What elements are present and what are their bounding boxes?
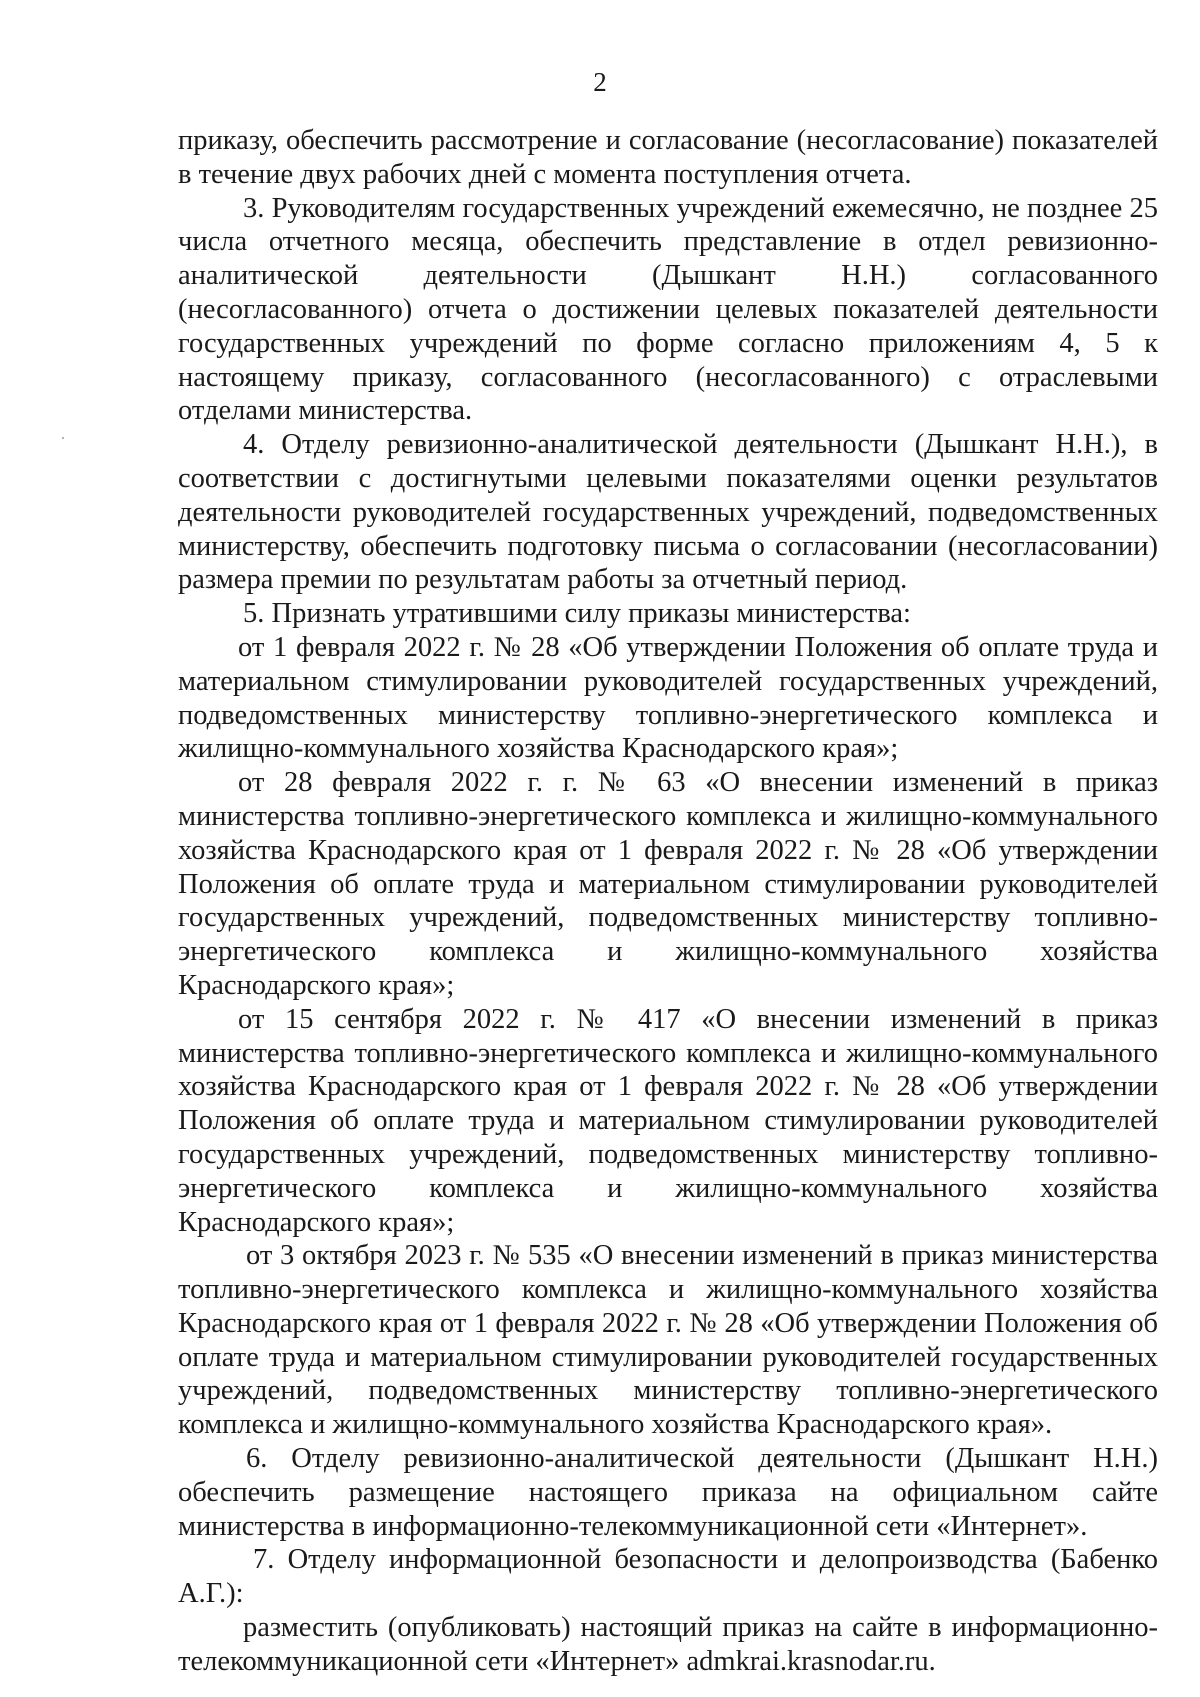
paragraph-item-7-publish: разместить (опубликовать) настоящий приказ на сайте в информационно-телекоммуникационной сети «Интернет» admkrai.krasnodar.ru. bbox=[178, 1612, 1158, 1677]
paragraph-item-4: 4. Отделу ревизионно-аналитической деятельности (Дышкант Н.Н.), в соответствии с достигнутыми целевыми показателями оценки результатов деятельности руководителей государственных учреждений, подведомственных министерству, обеспечить подготовку письма о согласовании (несогласовании) размера премии по результатам работы за отчетный период. bbox=[178, 429, 1158, 596]
repealed-order-63: от 28 февраля 2022 г. г. № 63 «О внесении изменений в приказ министерства топливно-энергетического комплекса и жилищно-коммунального хозяйства Краснодарского края от 1 февраля 2022 г. № 28 «Об утверждении Положения об оплате труда и материальном стимулировании руководителей государственных учреждений, подведомственных министерству топливно-энергетического комплекса и жилищно-коммунального хозяйства Краснодарского края»; bbox=[178, 767, 1158, 1001]
repealed-order-28: от 1 февраля 2022 г. № 28 «Об утверждении Положения об оплате труда и материальном стимулировании руководителей государственных учреждений, подведомственных министерству топливно-энергетического комплекса и жилищно-коммунального хозяйства Краснодарского края»; bbox=[178, 631, 1158, 765]
paragraph-item-3: 3. Руководителям государственных учреждений ежемесячно, не позднее 25 числа отчетного месяца, обеспечить представление в отдел ревизионно-аналитической деятельности (Дышкант Н.Н.) согласованного (несогласованного) отчета о достижении целевых показателей деятельности государственных учреждений по форме согласно приложениям 4, 5 к настоящему приказу, согласованного (несогласованного) с отраслевыми отделами министерства. bbox=[178, 192, 1158, 427]
paragraph-continuation: приказу, обеспечить рассмотрение и согласование (несогласование) показателей в течение двух рабочих дней с момента поступления отчета. bbox=[178, 125, 1158, 190]
scan-speck bbox=[62, 437, 64, 439]
page-number: 2 bbox=[593, 67, 607, 97]
document-body bbox=[178, 124, 1158, 1679]
repealed-order-417: от 15 сентября 2022 г. № 417 «О внесении изменений в приказ министерства топливно-энергетического комплекса и жилищно-коммунального хозяйства Краснодарского края от 1 февраля 2022 г. № 28 «Об утверждении Положения об оплате труда и материальном стимулировании руководителей государственных учреждений, подведомственных министерству топливно-энергетического комплекса и жилищно-коммунального хозяйства Краснодарского края»; bbox=[178, 1003, 1158, 1238]
repealed-order-535: от 3 октября 2023 г. № 535 «О внесении изменений в приказ министерства топливно-энергетического комплекса и жилищно-коммунального хозяйства Краснодарского края от 1 февраля 2022 г. № 28 «Об утверждении Положения об оплате труда и материальном стимулировании руководителей государственных учреждений, подведомственных министерству топливно-энергетического комплекса и жилищно-коммунального хозяйства Краснодарского края». bbox=[178, 1240, 1158, 1441]
paragraph-item-6: 6. Отделу ревизионно-аналитической деятельности (Дышкант Н.Н.) обеспечить размещение настоящего приказа на официальном сайте министерства в информационно-телекоммуникационной сети «Интернет». bbox=[178, 1443, 1158, 1542]
paragraph-item-5: 5. Признать утратившими силу приказы министерства: bbox=[243, 598, 911, 630]
paragraph-item-7: 7. Отделу информационной безопасности и делопроизводства (Бабенко А.Г.): bbox=[178, 1544, 1158, 1610]
